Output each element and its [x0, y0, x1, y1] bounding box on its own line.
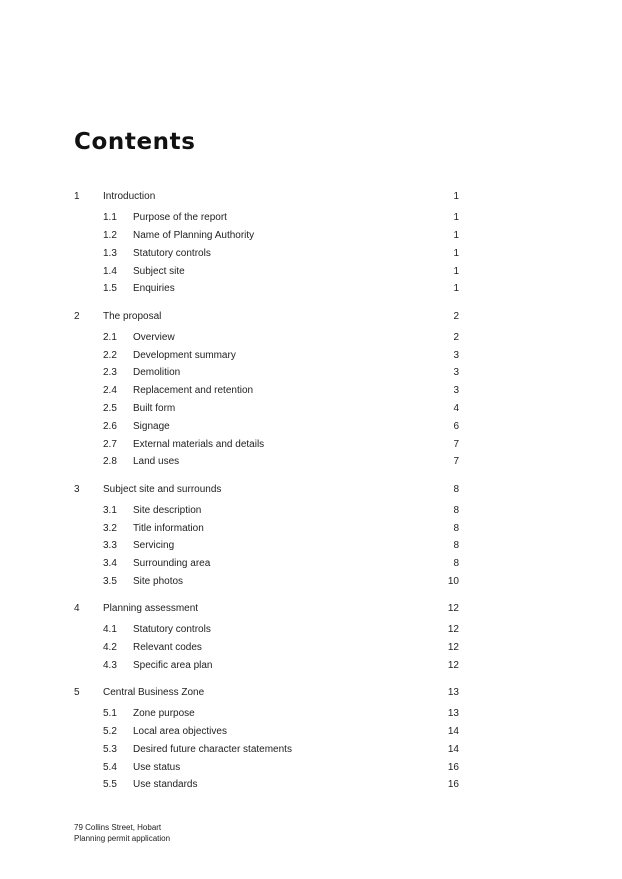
toc-subsection-entry[interactable]: [0, 329, 622, 347]
toc-entry-label: Zone purpose: [133, 708, 195, 720]
toc-subsection-entry[interactable]: [0, 657, 622, 675]
toc-entry-number: 2.1: [103, 331, 117, 343]
toc-entry-page-number: 16: [447, 761, 459, 773]
toc-entry-number: 2.8: [103, 456, 117, 468]
toc-subsection-entry[interactable]: [0, 209, 622, 227]
toc-subsection-entry[interactable]: [0, 555, 622, 573]
footer-address: 79 Collins Street, Hobart: [74, 823, 162, 832]
toc-entry-page-number: 12: [447, 659, 459, 671]
toc-entry-page-number: 8: [453, 483, 459, 495]
toc-entry-number: 5.1: [103, 708, 117, 720]
toc-subsection-entry[interactable]: [0, 400, 622, 418]
toc-subsection-entry[interactable]: [0, 280, 622, 298]
toc-entry-page-number: 4: [453, 402, 459, 414]
toc-entry-label: Land uses: [133, 456, 180, 468]
toc-entry-page-number: 12: [447, 603, 459, 615]
toc-entry-label: Site photos: [133, 575, 184, 587]
toc-entry-label: Subject site: [133, 265, 185, 277]
toc-subsection-entry[interactable]: [0, 741, 622, 759]
toc-entry-page-number: 3: [453, 349, 459, 361]
toc-entry-number: 1.5: [103, 283, 117, 295]
toc-entry-page-number: 8: [453, 540, 459, 552]
toc-entry-number: 5.4: [103, 761, 117, 773]
toc-entry-label: Surrounding area: [133, 558, 211, 570]
toc-entry-page-number: 3: [453, 385, 459, 397]
toc-entry-page-number: 1: [453, 283, 459, 295]
toc-subsection-entry[interactable]: [0, 382, 622, 400]
toc-entry-label: Development summary: [133, 349, 236, 361]
toc-entry-number: 4: [74, 603, 80, 615]
toc-entry-number: 2.4: [103, 385, 117, 397]
toc-entry-number: 3.4: [103, 558, 117, 570]
toc-subsection-entry[interactable]: [0, 776, 622, 794]
toc-subsection-entry[interactable]: [0, 263, 622, 281]
toc-entry-label: Replacement and retention: [133, 385, 254, 397]
toc-entry-page-number: 1: [453, 229, 459, 241]
toc-entry-number: 4.2: [103, 642, 117, 654]
toc-entry-number: 1.2: [103, 229, 117, 241]
toc-entry-page-number: 1: [453, 247, 459, 259]
toc-subsection-entry[interactable]: [0, 621, 622, 639]
toc-section-entry[interactable]: [0, 600, 622, 618]
toc-entry-number: 1.4: [103, 265, 117, 277]
toc-subsection-entry[interactable]: [0, 705, 622, 723]
toc-subsection-entry[interactable]: [0, 453, 622, 471]
toc-entry-number: 2: [74, 310, 80, 322]
toc-section-entry[interactable]: [0, 308, 622, 326]
toc-entry-page-number: 7: [453, 438, 459, 450]
toc-section-entry[interactable]: [0, 684, 622, 702]
toc-section-entry[interactable]: [0, 188, 622, 206]
toc-entry-label: Enquiries: [133, 283, 175, 295]
toc-subsection-entry[interactable]: [0, 537, 622, 555]
toc-subsection-entry[interactable]: [0, 573, 622, 591]
toc-entry-number: 4.3: [103, 659, 117, 671]
toc-entry-number: 3.5: [103, 575, 117, 587]
toc-subsection-entry[interactable]: [0, 502, 622, 520]
toc-entry-label: Statutory controls: [133, 247, 211, 259]
toc-entry-label: Site description: [133, 504, 202, 516]
toc-entry-page-number: 7: [453, 456, 459, 468]
toc-entry-label: Overview: [133, 331, 175, 343]
table-of-contents: [0, 188, 622, 794]
toc-entry-label: Specific area plan: [133, 659, 213, 671]
toc-entry-page-number: 8: [453, 558, 459, 570]
toc-entry-page-number: 1: [453, 265, 459, 277]
toc-entry-label: External materials and details: [133, 438, 265, 450]
toc-entry-number: 1.3: [103, 247, 117, 259]
toc-entry-label: Use status: [133, 761, 181, 773]
toc-entry-label: Servicing: [133, 540, 175, 552]
toc-entry-number: 3: [74, 483, 80, 495]
toc-entry-page-number: 10: [447, 575, 459, 587]
toc-subsection-entry[interactable]: [0, 418, 622, 436]
page-footer: [74, 822, 170, 844]
toc-subsection-entry[interactable]: [0, 723, 622, 741]
page-title: Contents: [74, 129, 196, 155]
toc-entry-label: Purpose of the report: [133, 212, 227, 224]
toc-subsection-entry[interactable]: [0, 227, 622, 245]
toc-entry-number: 2.5: [103, 402, 117, 414]
toc-entry-label: Title information: [133, 522, 204, 534]
toc-subsection-entry[interactable]: [0, 245, 622, 263]
toc-entry-page-number: 8: [453, 504, 459, 516]
toc-entry-page-number: 2: [453, 331, 459, 343]
toc-entry-label: Subject site and surrounds: [103, 483, 222, 495]
toc-entry-number: 3.3: [103, 540, 117, 552]
toc-entry-page-number: 14: [447, 726, 459, 738]
toc-entry-page-number: 14: [447, 743, 459, 755]
toc-entry-number: 1: [74, 191, 80, 202]
toc-entry-number: 2.7: [103, 438, 117, 450]
toc-entry-page-number: 13: [447, 708, 459, 720]
toc-entry-number: 4.1: [103, 624, 117, 636]
footer-document-name: Planning permit application: [74, 834, 171, 843]
toc-entry-page-number: 2: [453, 310, 459, 322]
toc-entry-number: 5.3: [103, 743, 117, 755]
toc-entry-number: 2.2: [103, 349, 117, 361]
toc-entry-number: 3.2: [103, 522, 117, 534]
toc-entry-number: 3.1: [103, 504, 117, 516]
toc-entry-page-number: 1: [453, 191, 459, 202]
toc-entry-page-number: 12: [447, 642, 459, 654]
toc-entry-label: Demolition: [133, 367, 181, 379]
toc-subsection-entry[interactable]: [0, 347, 622, 365]
toc-entry-label: Planning assessment: [103, 603, 199, 615]
toc-subsection-entry[interactable]: [0, 639, 622, 657]
toc-subsection-entry[interactable]: [0, 364, 622, 382]
toc-entry-page-number: 12: [447, 624, 459, 636]
toc-entry-label: Introduction: [103, 191, 156, 202]
toc-entry-number: 5.5: [103, 779, 117, 791]
toc-entry-number: 2.6: [103, 420, 117, 432]
toc-subsection-entry[interactable]: [0, 436, 622, 454]
toc-entry-number: 1.1: [103, 212, 117, 224]
toc-entry-page-number: 8: [453, 522, 459, 534]
toc-entry-page-number: 13: [447, 687, 459, 699]
toc-entry-label: Name of Planning Authority: [133, 229, 255, 241]
toc-entry-label: Signage: [133, 420, 170, 432]
toc-entry-label: Local area objectives: [133, 726, 227, 738]
toc-entry-label: Built form: [133, 402, 176, 414]
toc-section-entry[interactable]: [0, 481, 622, 499]
toc-entry-label: Statutory controls: [133, 624, 211, 636]
toc-entry-label: Relevant codes: [133, 642, 202, 654]
toc-entry-number: 5: [74, 687, 80, 699]
toc-entry-page-number: 16: [447, 779, 459, 791]
toc-entry-label: The proposal: [103, 310, 162, 322]
toc-entry-label: Use standards: [133, 779, 198, 791]
toc-entry-page-number: 6: [453, 420, 459, 432]
toc-entry-number: 2.3: [103, 367, 117, 379]
toc-subsection-entry[interactable]: [0, 759, 622, 777]
toc-entry-page-number: 3: [453, 367, 459, 379]
toc-entry-label: Central Business Zone: [103, 687, 205, 699]
toc-entry-label: Desired future character statements: [133, 743, 292, 755]
toc-entry-number: 5.2: [103, 726, 117, 738]
toc-subsection-entry[interactable]: [0, 520, 622, 538]
toc-entry-page-number: 1: [453, 212, 459, 224]
